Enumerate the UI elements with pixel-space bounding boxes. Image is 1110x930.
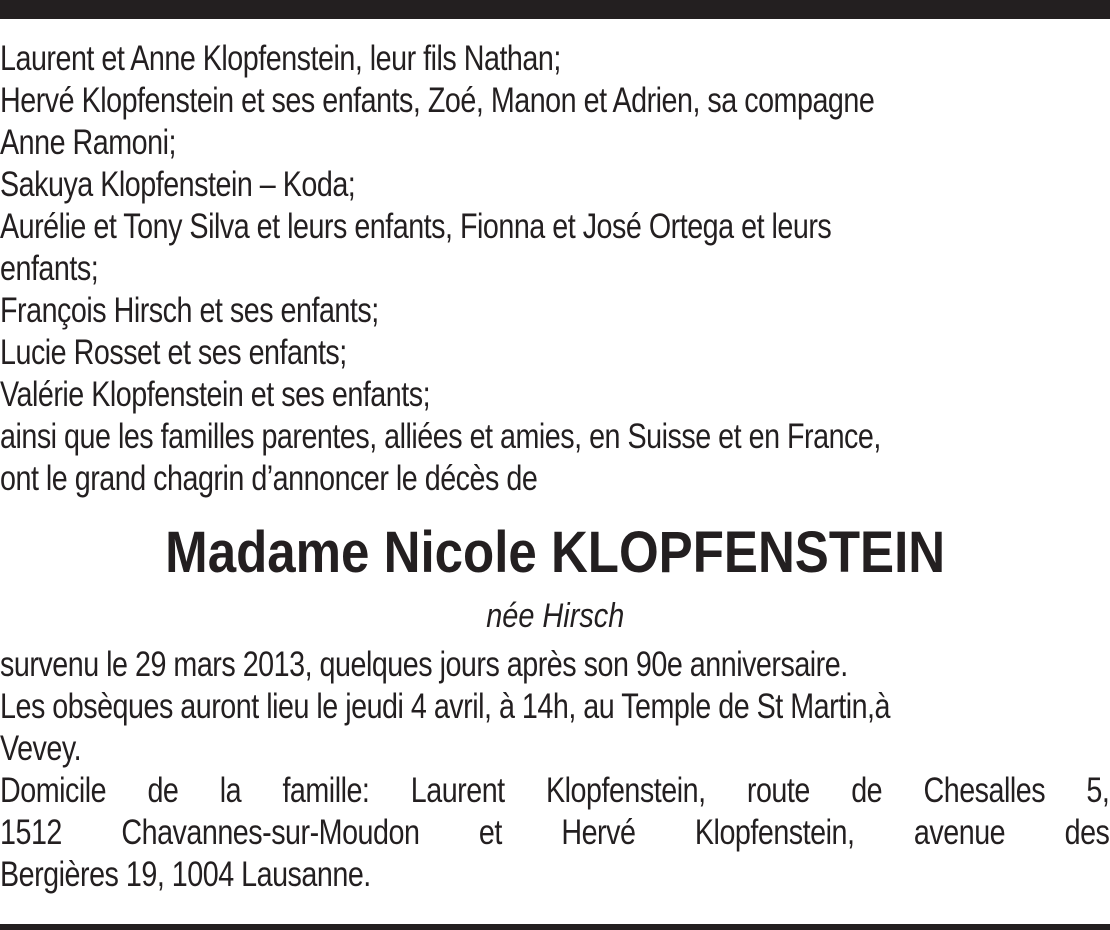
domicile-word: Laurent	[410, 771, 505, 810]
family-line: ont le grand chagrin d’annoncer le décès de	[0, 459, 538, 498]
domicile-word: 1512	[0, 813, 62, 852]
domicile-line-3: Bergières 19, 1004 Lausanne.	[0, 855, 371, 894]
domicile-word: Hervé	[561, 813, 636, 852]
domicile-word: des	[1064, 813, 1110, 852]
obituary-notice	[0, 38, 1110, 896]
domicile-word: Klopfenstein,	[546, 771, 706, 810]
domicile-word: et	[478, 813, 502, 852]
domicile-word: de	[851, 771, 883, 810]
family-line: François Hirsch et ses enfants;	[0, 291, 379, 330]
family-line: ainsi que les familles parentes, alliées et amies, en Suisse et en France,	[0, 417, 881, 456]
family-list	[0, 38, 1110, 500]
domicile-line-1	[0, 770, 1109, 812]
family-line: Anne Ramoni;	[0, 123, 176, 162]
details	[0, 644, 1110, 896]
details-line: Vevey.	[0, 729, 82, 768]
domicile-word: de	[147, 771, 179, 810]
domicile-word: 5,	[1086, 771, 1110, 810]
domicile-word: famille:	[282, 771, 370, 810]
deceased-name	[0, 518, 1110, 588]
family-line: Valérie Klopfenstein et ses enfants;	[0, 375, 431, 414]
domicile-word: Klopfenstein,	[694, 813, 855, 852]
birth-name	[0, 596, 1110, 640]
domicile-word: la	[219, 771, 242, 810]
family-line: Laurent et Anne Klopfenstein, leur fils Nathan;	[0, 39, 561, 78]
domicile-word: Chesalles	[923, 771, 1046, 810]
deceased-name-text: Madame Nicole KLOPFENSTEIN	[165, 520, 945, 585]
family-line: Aurélie et Tony Silva et leurs enfants, Fionna et José Ortega et leurs	[0, 207, 832, 246]
family-line: Hervé Klopfenstein et ses enfants, Zoé, Manon et Adrien, sa compagne	[0, 81, 875, 120]
domicile-word: route	[746, 771, 810, 810]
details-line: survenu le 29 mars 2013, quelques jours après son 90e anniversaire.	[0, 645, 848, 684]
family-line: Lucie Rosset et ses enfants;	[0, 333, 347, 372]
family-line: Sakuya Klopfenstein – Koda;	[0, 165, 356, 204]
birth-name-text: née Hirsch	[485, 597, 625, 635]
domicile-line-2	[0, 812, 1109, 854]
domicile-word: Chavannes-sur-Moudon	[121, 813, 420, 852]
top-rule	[0, 0, 1110, 19]
domicile-word: Domicile	[0, 771, 107, 810]
bottom-rule	[0, 924, 1110, 930]
family-line: enfants;	[0, 249, 99, 288]
domicile-word: avenue	[913, 813, 1006, 852]
details-line: Les obsèques auront lieu le jeudi 4 avril, à 14h, au Temple de St Martin,à	[0, 687, 891, 726]
